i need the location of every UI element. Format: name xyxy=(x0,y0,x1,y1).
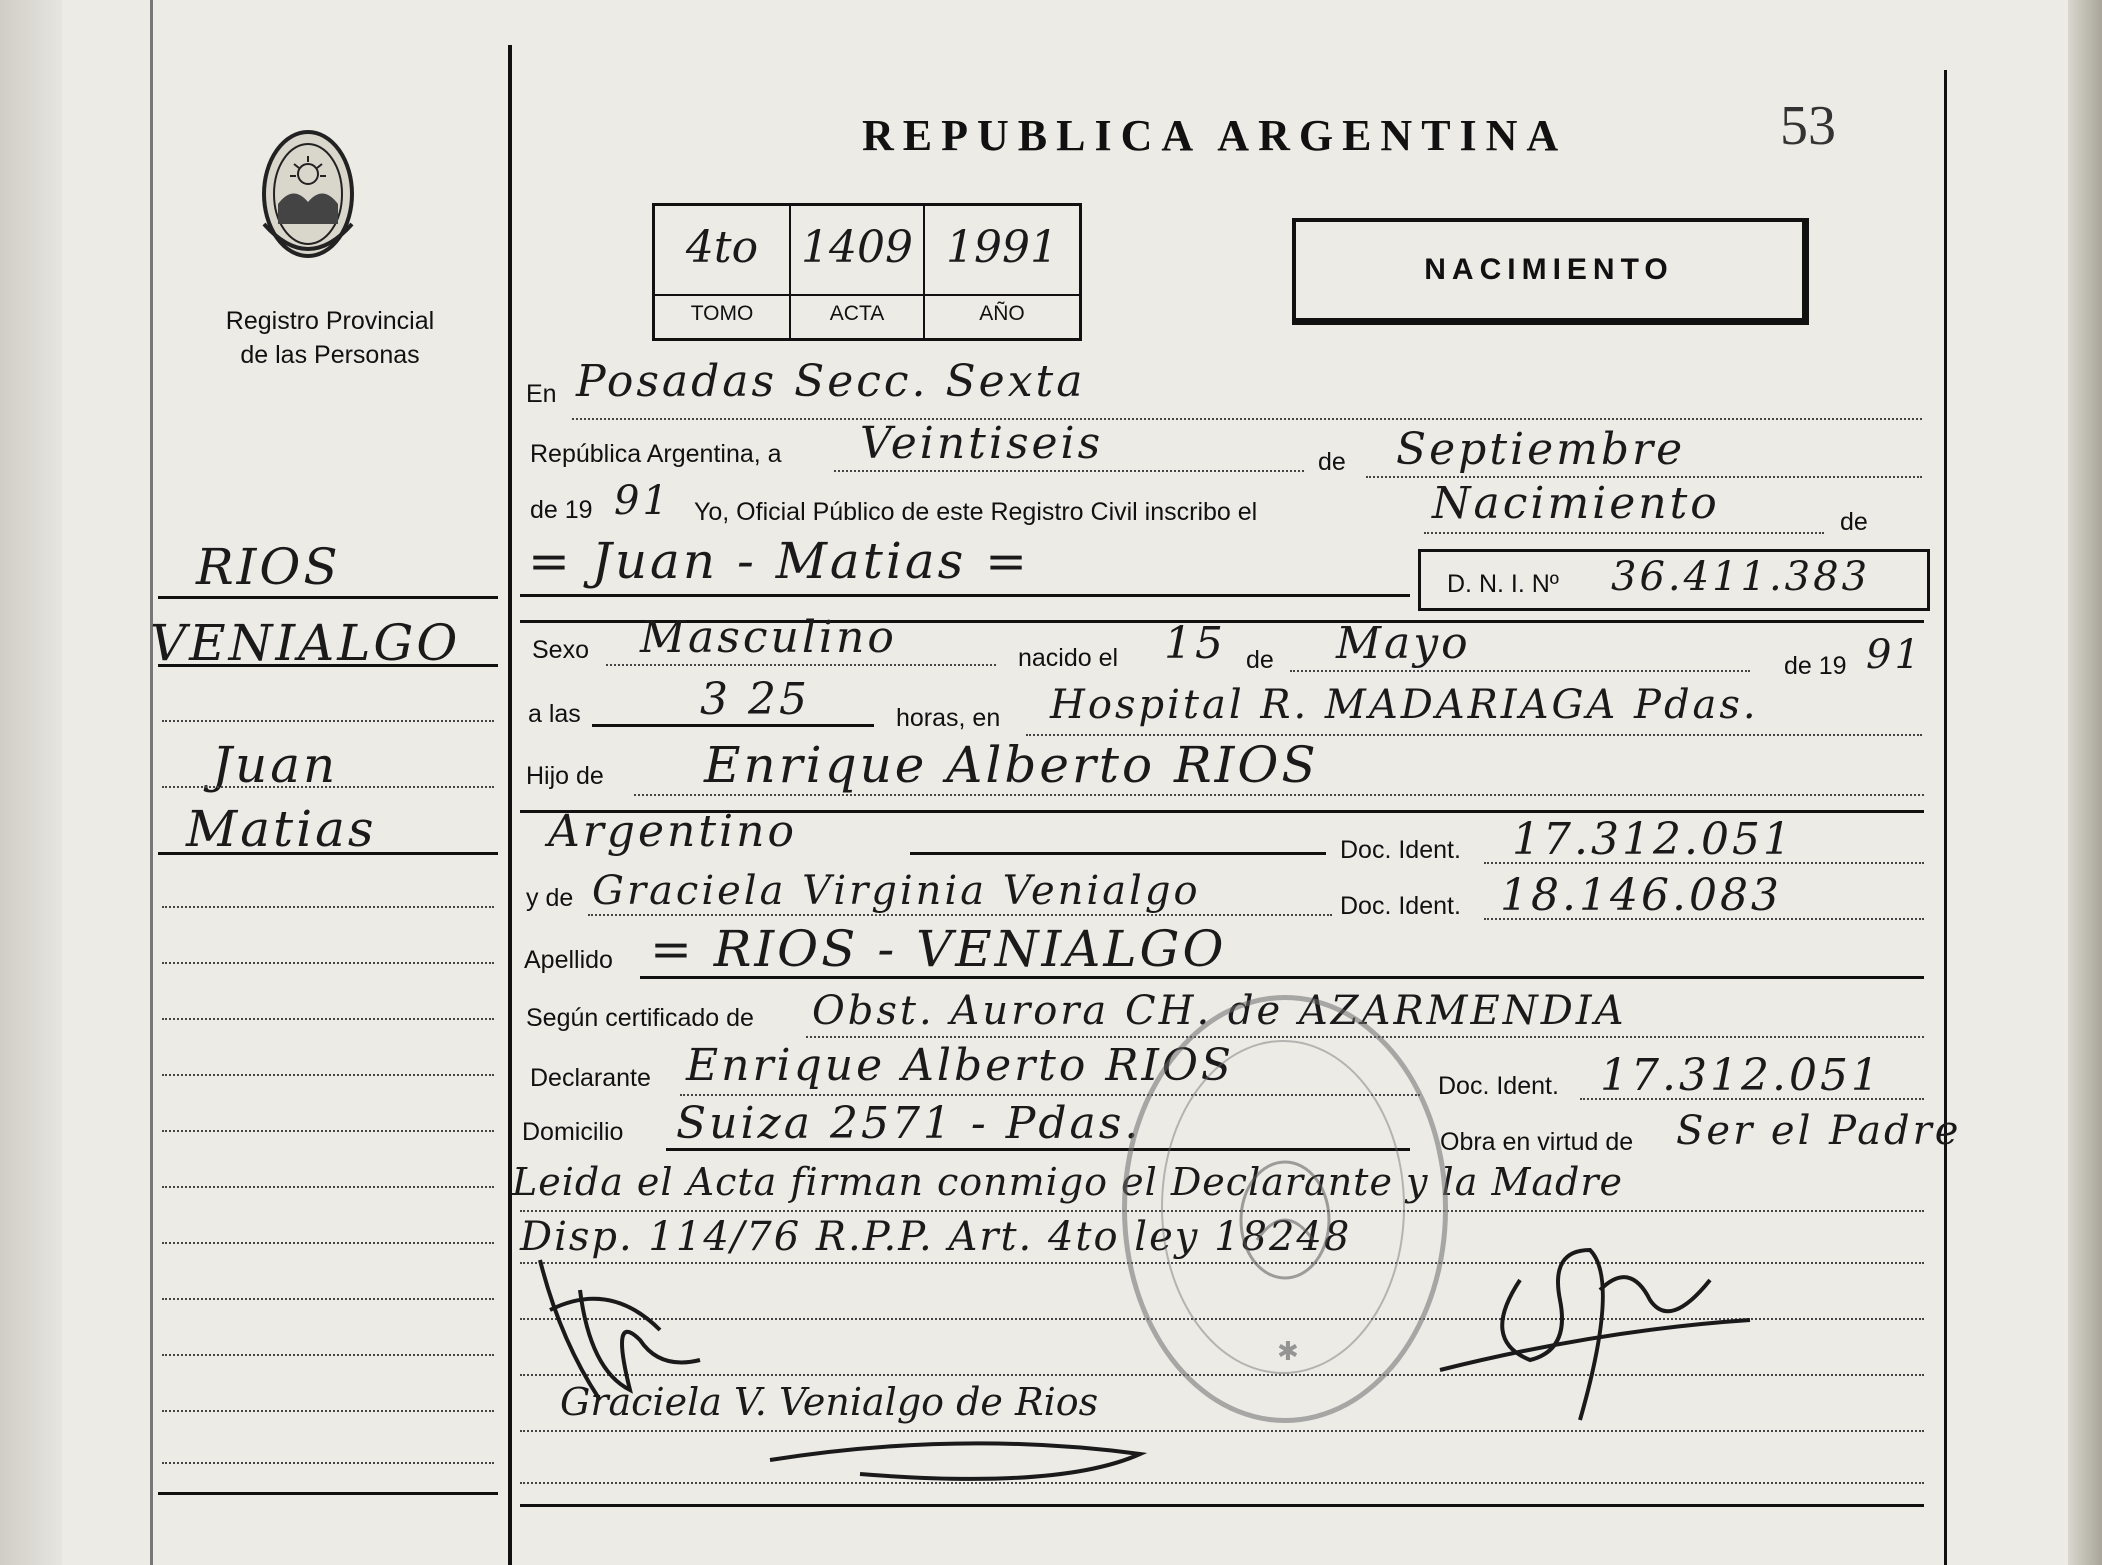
republica-label: República Argentina, a xyxy=(530,440,782,468)
stub-divider-line xyxy=(508,45,512,1565)
anio-value: 1991 xyxy=(946,222,1058,273)
obs-line xyxy=(520,1482,1924,1484)
father-nationality: Argentino xyxy=(548,806,797,857)
stub-left-border xyxy=(150,0,153,1565)
form-bottom-rule xyxy=(520,1504,1924,1507)
mother-name: Graciela Virginia Venialgo xyxy=(592,868,1201,914)
tomo-label: TOMO xyxy=(690,302,754,325)
obra-label: Obra en virtud de xyxy=(1440,1128,1634,1156)
hour-line xyxy=(592,724,874,727)
stub-dotted-line xyxy=(162,1130,494,1132)
stub-dotted-line xyxy=(162,1018,494,1020)
sexo-line xyxy=(606,664,996,666)
stub-dotted-line xyxy=(162,1298,494,1300)
domicilio-value: Suiza 2571 - Pdas. xyxy=(676,1098,1142,1149)
certificado-value: Obst. Aurora CH. de AZARMENDIA xyxy=(812,988,1627,1034)
day-written: Veintiseis xyxy=(860,418,1104,469)
en-value: Posadas Secc. Sexta xyxy=(576,356,1086,407)
stub-dotted-line xyxy=(162,720,494,722)
apellido-label: Apellido xyxy=(524,946,613,974)
stub-surname-2: VENIALGO xyxy=(150,614,461,672)
page-number: 53 xyxy=(1780,95,1836,157)
day-line xyxy=(834,470,1304,472)
hijo-label: Hijo de xyxy=(526,762,604,790)
dni-label: D. N. I. Nº xyxy=(1447,570,1559,598)
registry-name-line1: Registro Provincial xyxy=(225,307,435,335)
obra-value: Ser el Padre xyxy=(1676,1108,1962,1154)
anio-label: AÑO xyxy=(979,302,1025,325)
tomo-cell xyxy=(655,206,791,338)
acta-cell xyxy=(791,206,925,338)
child-name: = Juan - Matias = xyxy=(528,532,1031,590)
stub-dotted-line xyxy=(162,962,494,964)
stub-rule xyxy=(158,1492,498,1495)
stub-rule xyxy=(158,596,498,599)
nacido-label: nacido el xyxy=(1018,644,1119,672)
hour-value: 3 25 xyxy=(700,674,810,725)
year-prefix: de 19 xyxy=(530,496,593,524)
registration-box xyxy=(652,203,1082,341)
registry-name-line2: de las Personas xyxy=(240,341,420,369)
stub-rule xyxy=(158,852,498,855)
svg-text:✱: ✱ xyxy=(1277,1337,1299,1367)
misiones-seal-logo xyxy=(258,124,358,276)
en-line xyxy=(572,418,1922,420)
official-stamp xyxy=(1122,995,1448,1423)
record-type-box: NACIMIENTO xyxy=(1292,218,1809,325)
registration-box-divider xyxy=(655,294,1079,296)
stub-surname-1: RIOS xyxy=(196,538,341,596)
apellido-line xyxy=(640,976,1924,979)
horas-label: horas, en xyxy=(896,704,1001,732)
official-signature xyxy=(1420,1220,1760,1440)
stub-dotted-line xyxy=(162,786,494,788)
stub-rule xyxy=(158,664,498,667)
de-label-3: de xyxy=(1246,646,1274,674)
registry-name xyxy=(190,304,470,372)
sexo-value: Masculino xyxy=(640,612,897,663)
de-label-2: de xyxy=(1840,508,1868,536)
document-title: REPUBLICA ARGENTINA xyxy=(862,111,1568,160)
stub-dotted-line xyxy=(162,1354,494,1356)
tomo-value: 4to xyxy=(685,222,759,273)
inscribo-label: Yo, Oficial Público de este Registro Civil inscribo el xyxy=(694,498,1258,526)
father-doc: 17.312.051 xyxy=(1512,814,1794,865)
dni-box xyxy=(1418,549,1930,611)
domicilio-label: Domicilio xyxy=(522,1118,624,1146)
anio-cell xyxy=(925,206,1079,338)
de-label: de xyxy=(1318,448,1346,476)
declarante-value: Enrique Alberto RIOS xyxy=(686,1040,1235,1091)
mother-line xyxy=(588,914,1332,916)
father-line xyxy=(634,794,1924,796)
doc-ident-label-father: Doc. Ident. xyxy=(1340,836,1461,864)
event-value: Nacimiento xyxy=(1432,478,1720,529)
stub-dotted-line xyxy=(162,1186,494,1188)
observation-line-1: Leida el Acta firman conmigo el Declarante y la Madre xyxy=(512,1160,1623,1204)
doc-ident-label-mother: Doc. Ident. xyxy=(1340,892,1461,920)
doc-ident-label-declarante: Doc. Ident. xyxy=(1438,1072,1559,1100)
stub-dotted-line xyxy=(162,1462,494,1464)
stub-given-2: Matias xyxy=(186,800,377,858)
birth-month-line xyxy=(1290,670,1750,672)
mother-doc: 18.146.083 xyxy=(1500,870,1782,921)
year-suffix: 91 xyxy=(614,478,671,524)
book-binding-right xyxy=(2068,0,2102,1565)
apellido-value: = RIOS - VENIALGO xyxy=(650,920,1227,978)
alas-label: a las xyxy=(528,700,581,728)
stub-given-1: Juan xyxy=(212,736,339,794)
birth-year-prefix: de 19 xyxy=(1784,652,1847,680)
declarante-doc: 17.312.051 xyxy=(1600,1050,1882,1101)
en-label: En xyxy=(526,380,557,408)
mother-doc-line xyxy=(1484,918,1924,920)
acta-value: 1409 xyxy=(801,222,913,273)
mother-signature-flourish xyxy=(760,1420,1180,1500)
dni-value: 36.411.383 xyxy=(1611,554,1871,600)
segun-label: Según certificado de xyxy=(526,1004,754,1032)
stub-dotted-line xyxy=(162,1410,494,1412)
mother-signature: Graciela V. Venialgo de Rios xyxy=(560,1380,1099,1424)
official-stamp-emblem xyxy=(1127,1000,1443,1418)
father-name: Enrique Alberto RIOS xyxy=(704,736,1319,794)
stub-dotted-line xyxy=(162,906,494,908)
declarante-label: Declarante xyxy=(530,1064,651,1092)
yde-label: y de xyxy=(526,884,574,912)
form-right-border xyxy=(1944,70,1947,1565)
father-doc-line xyxy=(1484,862,1924,864)
book-binding-left xyxy=(0,0,62,1565)
birth-year-suffix: 91 xyxy=(1866,632,1923,678)
event-line xyxy=(1424,532,1824,534)
birth-day: 15 xyxy=(1164,618,1226,669)
child-name-line xyxy=(520,594,1410,597)
birth-month: Mayo xyxy=(1336,618,1471,669)
month-written: Septiembre xyxy=(1396,424,1686,475)
stub-dotted-line xyxy=(162,1242,494,1244)
declarante-doc-line xyxy=(1580,1098,1924,1100)
sexo-label: Sexo xyxy=(532,636,589,664)
nationality-line xyxy=(910,852,1326,855)
place-value: Hospital R. MADARIAGA Pdas. xyxy=(1050,682,1759,728)
stub-dotted-line xyxy=(162,1074,494,1076)
acta-label: ACTA xyxy=(829,302,885,325)
observation-line-2: Disp. 114/76 R.P.P. Art. 4to ley 18248 xyxy=(520,1214,1352,1260)
